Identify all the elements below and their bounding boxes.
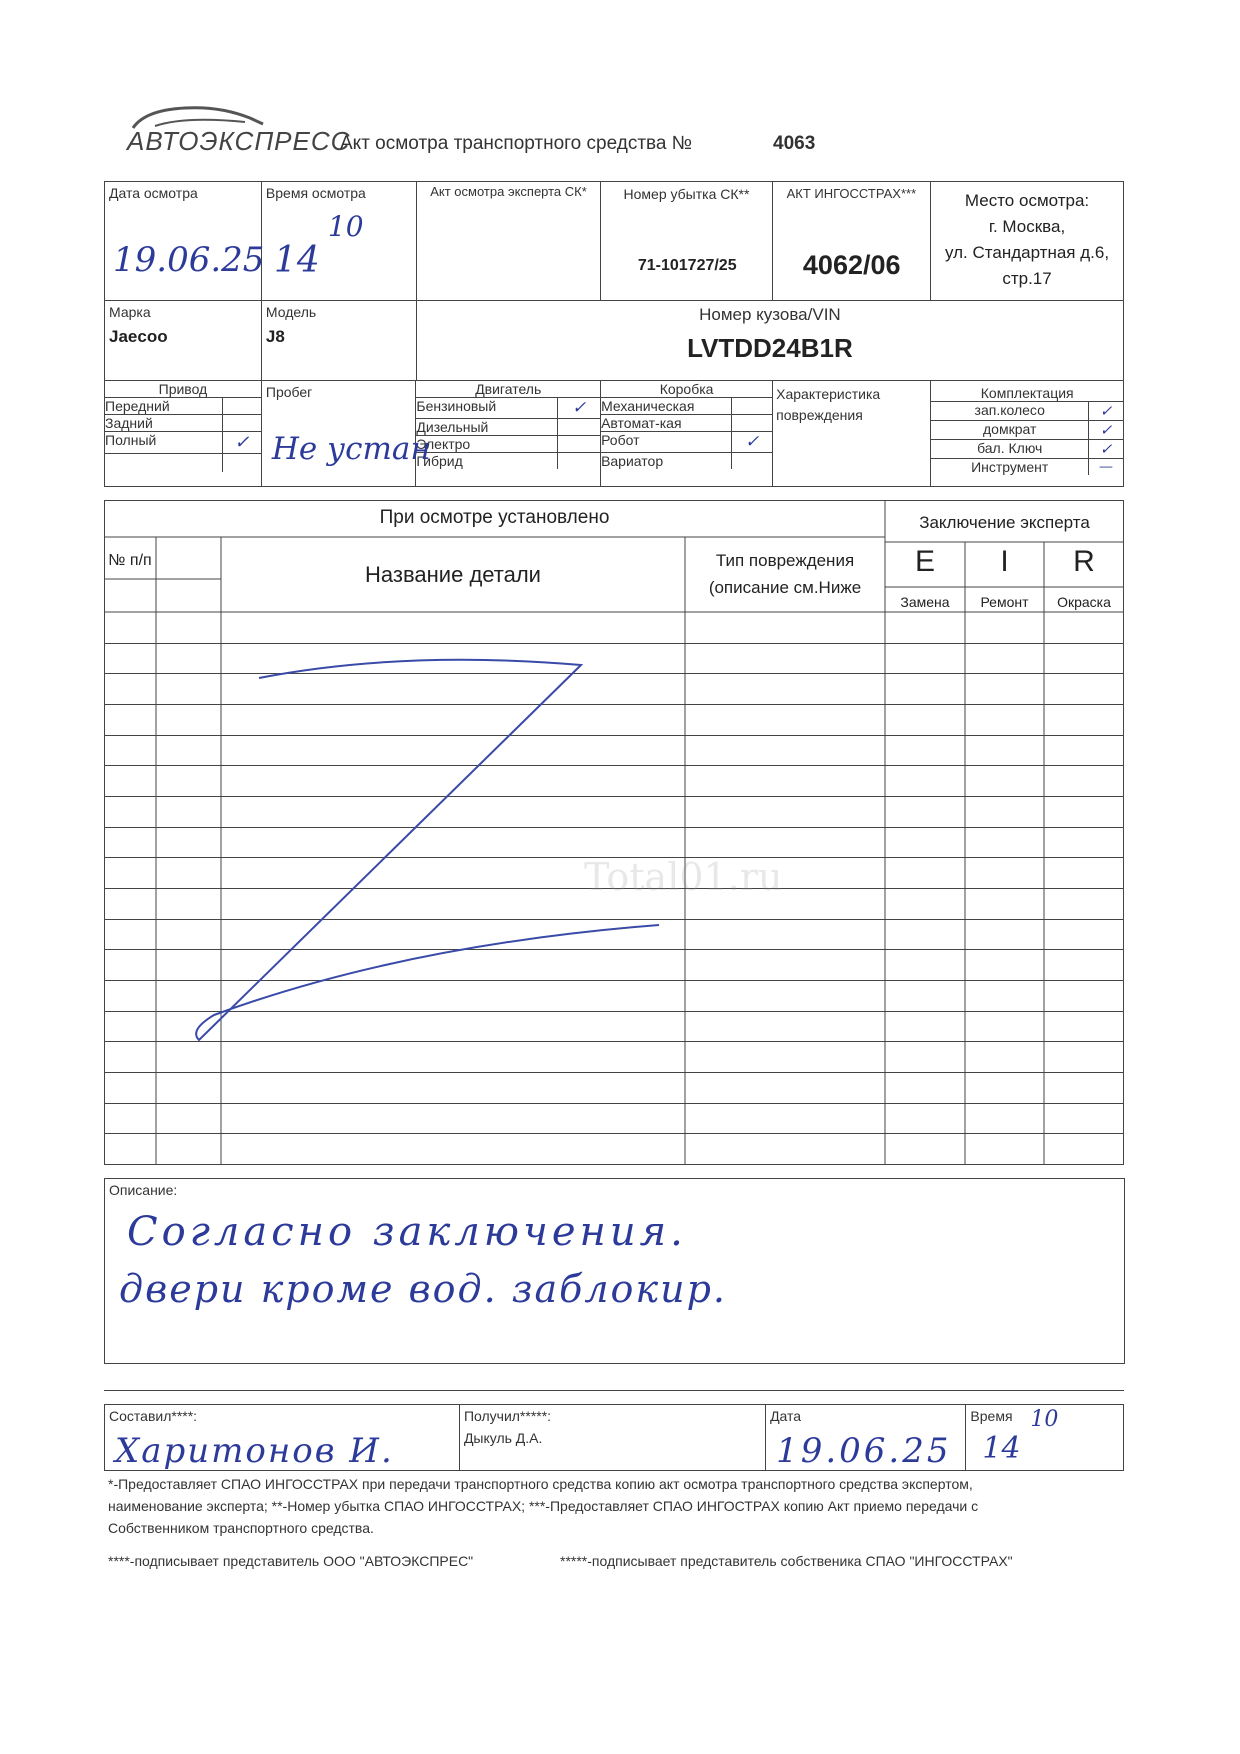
vin-label: Номер кузова/VIN <box>699 305 841 324</box>
z-strike-mark <box>104 500 1124 1165</box>
ingos-cell <box>772 182 930 301</box>
place-line2: ул. Стандартная д.6, <box>945 243 1110 262</box>
equipment-item-wrench: бал. Ключ <box>931 440 1088 459</box>
sign-time-cell <box>966 1405 1124 1471</box>
equipment-tools-dash: — <box>1099 459 1113 475</box>
signature-table <box>104 1404 1124 1471</box>
description-line1: Согласно заключения. <box>127 1209 687 1255</box>
loss-value: 71-101727/25 <box>637 257 737 274</box>
compiled-value: Харитонов И. <box>115 1431 394 1471</box>
mileage-label: Пробег <box>265 384 313 400</box>
gearbox-title: Коробка <box>601 381 772 398</box>
gearbox-item-auto: Автомат-кая <box>601 415 732 432</box>
col-type-line1: Тип повреждения <box>715 551 855 570</box>
gearbox-item-robot: Робот <box>601 432 732 453</box>
footnote-line3: Собственником транспортного средства. <box>108 1520 374 1536</box>
loss-cell <box>601 182 772 301</box>
col-name: Название детали <box>365 562 541 587</box>
top-info-table <box>104 181 1124 381</box>
footnote-line1: *-Предоставляет СПАО ИНГОССТРАХ при передачи транспортного средства копию акт осмотра транспортного средства экспертом, <box>108 1476 973 1492</box>
place-cell <box>931 182 1124 301</box>
sign-date-value: 19.06.25 <box>776 1431 952 1471</box>
equipment-cell <box>931 381 1124 487</box>
engine-item-diesel: Дизельный <box>416 419 557 436</box>
ingos-value: 4062/06 <box>802 250 901 280</box>
page-title: Акт осмотра транспортного средства № <box>340 133 693 154</box>
inspection-table <box>104 500 1124 1165</box>
model-label: Модель <box>265 304 317 320</box>
logo-text: АВТОЭКСПРЕСС <box>127 126 351 156</box>
sign-time-min: 10 <box>1030 1407 1059 1432</box>
sign-date-cell <box>766 1405 966 1471</box>
engine-title: Двигатель <box>416 381 600 398</box>
col-i-label: Ремонт <box>980 594 1029 610</box>
time-hour: 14 <box>273 240 320 281</box>
drive-item-rear: Задний <box>105 415 222 432</box>
date-value: 19.06.25 <box>113 240 265 280</box>
mileage-cell <box>261 381 431 487</box>
loss-label: Номер убытка СК** <box>623 186 750 202</box>
received-label: Получил*****: <box>463 1408 552 1424</box>
description-line2: двери кроме вод. заблокир. <box>119 1267 727 1311</box>
equipment-title: Комплектация <box>931 381 1123 402</box>
engine-item-hybrid: Гибрид <box>416 453 557 470</box>
col-r-label: Окраска <box>1057 594 1111 610</box>
footnote-line4b: *****-подписывает представитель собственика СПАО "ИНГОССТРАХ" <box>560 1553 1013 1569</box>
inspection-title: При осмотре установлено <box>379 507 610 528</box>
sign-date-label: Дата <box>770 1408 802 1424</box>
gearbox-robot-check: ✓ <box>732 432 773 453</box>
model-value: J8 <box>265 327 285 346</box>
col-type-line2: (описание см.Ниже <box>708 578 862 597</box>
date-label: Дата осмотра <box>109 185 198 201</box>
damage-char-label: Характеристика повреждения <box>776 386 881 423</box>
gearbox-cell <box>601 381 773 487</box>
date-cell <box>105 182 265 301</box>
engine-petrol-check: ✓ <box>558 398 601 419</box>
brand-cell <box>105 301 262 381</box>
ingos-label: АКТ ИНГОССТРАХ*** <box>786 186 917 201</box>
drive-item-front: Передний <box>105 398 222 415</box>
received-cell <box>459 1405 765 1471</box>
vin-cell <box>416 301 1123 381</box>
vin-value: LVTDD24B1R <box>687 333 853 363</box>
place-line3: стр.17 <box>1002 269 1052 288</box>
equipment-item-spare: зап.колесо <box>931 402 1088 421</box>
description-box <box>104 1178 1125 1364</box>
place-label: Место осмотра: <box>964 191 1090 210</box>
equipment-wrench-check: ✓ <box>1089 440 1124 459</box>
time-min: 10 <box>327 210 364 243</box>
time-label: Время осмотра <box>265 185 366 201</box>
watermark: Total01.ru <box>584 855 783 899</box>
sign-time-label: Время <box>970 1408 1013 1424</box>
gearbox-item-cvt: Вариатор <box>601 453 732 470</box>
expert-act-cell <box>416 182 600 301</box>
drive-item-full: Полный <box>105 432 222 454</box>
brand-label: Марка <box>109 304 151 320</box>
col-e-label: Замена <box>900 594 950 610</box>
compiled-cell <box>105 1405 460 1471</box>
divider <box>104 1390 1124 1391</box>
footnote-line2: наименование эксперта; **-Номер убытка СПАО ИНГОССТРАХ; ***-Предоставляет СПАО ИНГОСТРАХ копию Акт приемо передачи с <box>108 1498 979 1514</box>
sign-time-hour: 14 <box>982 1431 1021 1466</box>
brand-value: Jaecoo <box>109 327 168 346</box>
engine-item-electro: Электро <box>416 436 557 453</box>
drive-full-check: ✓ <box>222 432 261 454</box>
gearbox-item-manual: Механическая <box>601 398 732 415</box>
place-line1: г. Москва, <box>988 217 1066 236</box>
engine-item-petrol: Бензиновый <box>416 398 557 419</box>
equipment-spare-check: ✓ <box>1089 402 1124 421</box>
description-label: Описание: <box>109 1182 178 1198</box>
equipment-jack-check: ✓ <box>1089 421 1124 440</box>
drive-cell <box>105 381 262 487</box>
equipment-item-tools: Инструмент <box>931 459 1088 476</box>
received-value: Дыкуль Д.А. <box>463 1430 543 1446</box>
engine-cell <box>416 381 601 487</box>
act-number: 4063 <box>773 133 816 154</box>
equipment-item-jack: домкрат <box>931 421 1088 440</box>
expert-act-label: Акт осмотра эксперта СК* <box>430 184 587 199</box>
compiled-label: Составил****: <box>109 1408 198 1424</box>
footnotes <box>108 1473 1123 1539</box>
time-cell <box>261 182 416 301</box>
damage-char-cell <box>773 381 931 487</box>
col-r: R <box>1073 545 1095 578</box>
footnote-line4a: ****-подписывает представитель ООО "АВТОЭКСПРЕС" <box>108 1553 474 1569</box>
options-table <box>104 380 1124 487</box>
drive-title: Привод <box>105 381 261 398</box>
col-i: I <box>1000 545 1009 578</box>
col-no: № п/п <box>108 552 152 569</box>
model-cell <box>261 301 416 381</box>
expert-title: Заключение эксперта <box>919 513 1090 532</box>
col-e: E <box>914 545 935 578</box>
mileage-value: Не устан <box>271 431 431 467</box>
